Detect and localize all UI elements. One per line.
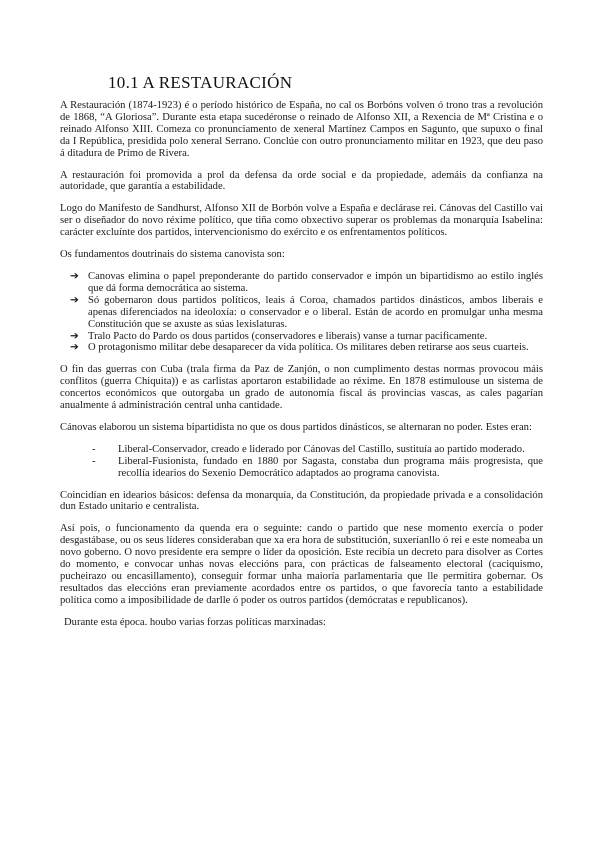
list-item xyxy=(60,331,543,343)
arrow-right-icon: ➔ xyxy=(70,270,79,282)
document-body xyxy=(60,100,543,639)
fundamentos-list xyxy=(60,271,543,354)
paragraph-idearios: Coincidían en idearios básicos: defensa da monarquía, da Constitución, da propiedade privada e a consolidación dun Estado unitario e centralista. xyxy=(60,489,543,513)
paragraph-promotion: A restauración foi promovida a prol da defensa da orde social e da propiedade, ademáis da confianza na autoridade, que garantía a estabilidade. xyxy=(60,169,543,193)
paragraph-cuba: O fin das guerras con Cuba (trala firma da Paz de Zanjón, o non cumplimento destas normas provocou máis conflitos (guerra Chiquita)) e as carlistas aportaron estabilidade ao réxime. En 1878 estimulouse un sistema de concertos económicos que outorgaba un grado de autonomía fiscal ás provincias vascas, as cales pagarían anualmente á administración central unha cantidade. xyxy=(60,364,543,412)
list-item xyxy=(60,456,543,480)
list-item xyxy=(60,271,543,295)
paragraph-quenda: Así pois, o funcionamento da quenda era o seguinte: cando o partido que nese momento exercía o poder desgastábase, ou os seus líderes consideraban que xa era hora de substitución, suxeríanllo ó rei e este nomeaba un novo goberno. O novo presidente era sempre o líder da oposición. Este recibía un decreto para disolver as Cortes do momento, e convocar unhas novas eleccións para, con prácticas de falseamento electoral (caciquismo, pucheirazo ou encasillamento), conseguir formar unha maioría parlamentaria que lle permitira gobernar. Os resultados das eleccións eran previamente acordados entre os partidos, o que favorecía tanto a estabilidade política como a imposibilidade de darlle ó poder os outros partidos (demócratas e republicanos). xyxy=(60,523,543,606)
dash-marker: - xyxy=(92,443,96,455)
arrow-right-icon: ➔ xyxy=(70,294,79,306)
arrow-right-icon: ➔ xyxy=(70,342,79,354)
list-item xyxy=(60,444,543,456)
list-item-text: Só gobernaron dous partidos políticos, leais á Coroa, chamados partidos dinásticos, ambos liberais e apenas diferenciados na ideoloxía: o conservador e o liberal. Están de acordo en promulgar unha mesma Constitución que se axuste as súas lexislaturas. xyxy=(88,294,543,330)
paragraph-intro: A Restauración (1874-1923) é o período histórico de España, no cal os Borbóns volven ó trono tras a revolución de 1868, “A Gloriosa”. Durante esta etapa sucedéronse o reinado de Alfonso XII, a Rexencia de Mª Cristina e o reinado Alfonso XIII. Comeza co pronunciamento de xeneral Martínez Campos en Sagunto, que supuxo o final da I República, presidida polo xeneral Serrano. Conclúe con outro pronunciamento militar en 1923, que deu paso á ditadura de Primo de Rivera. xyxy=(60,100,543,159)
paragraph-fundamentos-intro: Os fundamentos doutrinais do sistema canovista son: xyxy=(60,249,285,261)
dash-marker: - xyxy=(92,455,96,467)
paragraph-forzas: Durante esta época. houbo varias forzas políticas marxinadas: xyxy=(64,616,326,628)
list-item-text: Canovas elimina o papel preponderante do partido conservador e impón un bipartidismo ao estilo inglés que dá forma democrática ao sistema. xyxy=(88,270,543,294)
paragraph-bipartidismo: Cánovas elaborou un sistema bipartidista no que os dous partidos dinásticos, se alternaran no poder. Estes eran: xyxy=(60,421,532,433)
list-item xyxy=(60,342,543,354)
list-item-text: Liberal-Conservador, creado e liderado por Cánovas del Castillo, sustituía ao partido moderado. xyxy=(118,443,525,455)
list-item-text: Liberal-Fusionista, fundado en 1880 por Sagasta, constaba dun programa máis progresista, que recollía idearios do Sexenio Democrático adaptados ao programa canovista. xyxy=(118,455,543,479)
list-item-text: Tralo Pacto do Pardo os dous partidos (conservadores e liberais) vanse a turnar pacificamente. xyxy=(88,330,488,342)
partidos-list xyxy=(60,444,543,480)
list-item-text: O protagonismo militar debe desaparecer da vida política. Os militares deben retirarse aos seus cuarteis. xyxy=(88,342,529,354)
arrow-right-icon: ➔ xyxy=(70,330,79,342)
paragraph-sandhurst: Logo do Manifesto de Sandhurst, Alfonso XII de Borbón volve a España e declárase rei. Cánovas del Castillo vai ser o diseñador do novo réxime político, que tiña como obxectivo superar os problemas da monarquía Isabelina: carácter excluínte dos partidos, intervencionismo do exército e os enfrentamentos políticos. xyxy=(60,203,543,239)
list-item xyxy=(60,295,543,331)
page-title: 10.1 A RESTAURACIÓN xyxy=(108,73,293,92)
